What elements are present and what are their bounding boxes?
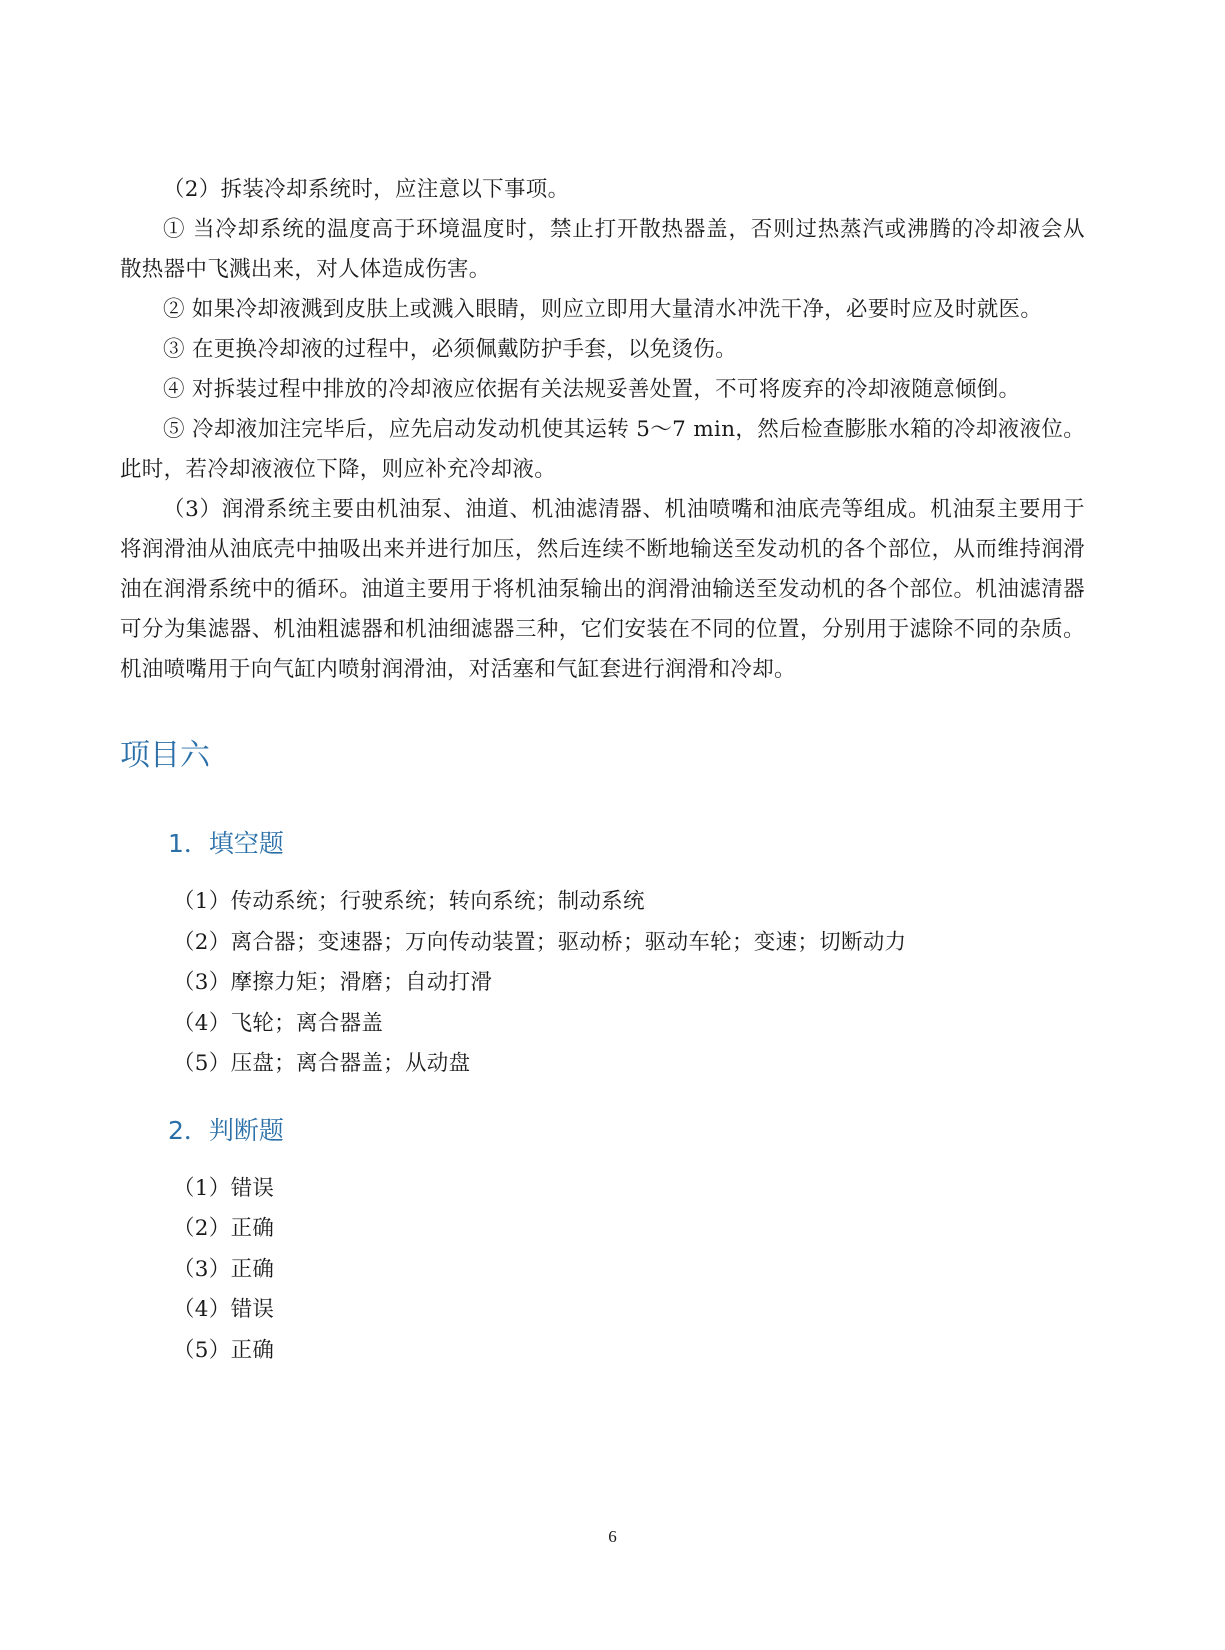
- page-number: 6: [608, 1527, 617, 1546]
- list-item: （3）正确: [173, 1256, 275, 1282]
- list-item: （5）压盘；离合器盖；从动盘: [173, 1051, 471, 1076]
- section-fill-in-blank-title: 1．填空题: [168, 829, 284, 858]
- true-false-list: [120, 1169, 1085, 1372]
- fill-in-blank-list: [120, 882, 1085, 1085]
- list-item: （1）传动系统；行驶系统；转向系统；制动系统: [173, 889, 645, 914]
- document-page: [120, 170, 1085, 1371]
- list-item: （4）飞轮；离合器盖: [173, 1010, 384, 1036]
- paragraph-note-4: ④ 对拆装过程中排放的冷却液应依据有关法规妥善处置，不可将废弃的冷却液随意倾倒。: [163, 377, 1021, 402]
- paragraph-note-5: ⑤ 冷却液加注完毕后，应先启动发动机使其运转 5～7 min，然后检查膨胀水箱的冷却液液位。此时，若冷却液液位下降，则应补充冷却液。: [120, 417, 1085, 482]
- paragraph-disassembly-notes: （2）拆装冷却系统时，应注意以下事项。: [163, 177, 570, 202]
- list-item: （3）摩擦力矩；滑磨；自动打滑: [173, 970, 493, 995]
- list-item: （5）正确: [173, 1337, 275, 1363]
- paragraph-lubrication-system: （3）润滑系统主要由机油泵、油道、机油滤清器、机油喷嘴和油底壳等组成。机油泵主要用于将润滑油从油底壳中抽吸出来并进行加压，然后连续不断地输送至发动机的各个部位，从而维持润滑油在润滑系统中的循环。油道主要用于将机油泵输出的润滑油输送至发动机的各个部位。机油滤清器可分为集滤器、机油粗滤器和机油细滤器三种，它们安装在不同的位置，分别用于滤除不同的杂质。机油喷嘴用于向气缸内喷射润滑油，对活塞和气缸套进行润滑和冷却。: [120, 497, 1085, 682]
- section-true-false-title: 2．判断题: [168, 1115, 284, 1145]
- project-title: 项目六: [120, 738, 210, 773]
- list-item: （4）错误: [173, 1297, 275, 1322]
- list-item: （2）正确: [173, 1216, 275, 1241]
- list-item: （1）错误: [173, 1175, 275, 1201]
- paragraph-note-3: ③ 在更换冷却液的过程中，必须佩戴防护手套，以免烫伤。: [163, 337, 737, 362]
- paragraph-note-1: ① 当冷却系统的温度高于环境温度时，禁止打开散热器盖，否则过热蒸汽或沸腾的冷却液会从散热器中飞溅出来，对人体造成伤害。: [120, 217, 1085, 282]
- paragraph-note-2: ② 如果冷却液溅到皮肤上或溅入眼睛，则应立即用大量清水冲洗干净，必要时应及时就医。: [163, 297, 1043, 322]
- list-item: （2）离合器；变速器；万向传动装置；驱动桥；驱动车轮；变速；切断动力: [173, 929, 907, 955]
